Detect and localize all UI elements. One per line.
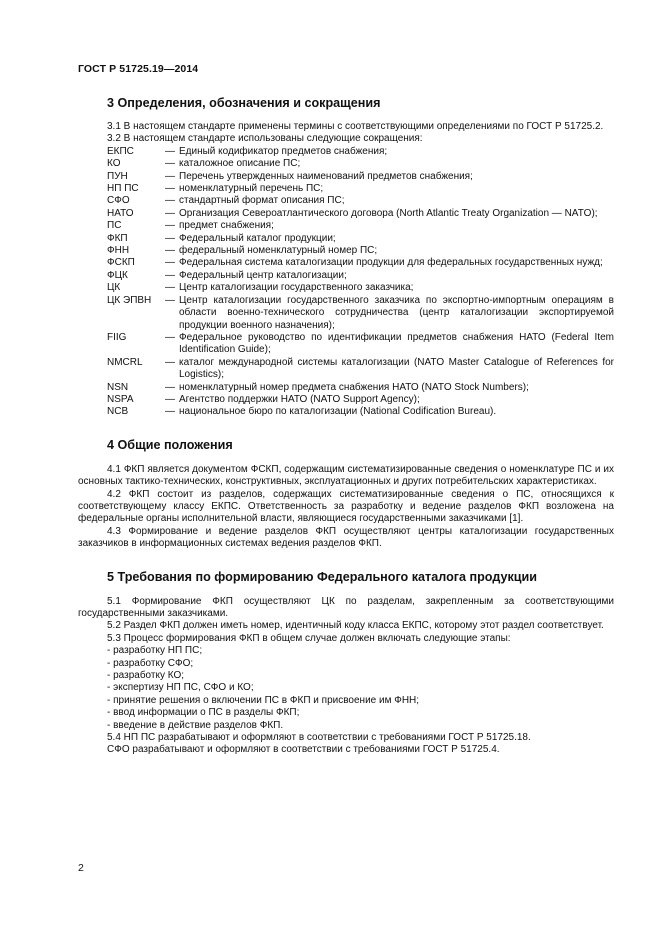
abbreviation-row <box>78 245 614 257</box>
stage-item: - разработку СФО; <box>107 657 194 669</box>
abbreviation-dash: — <box>165 393 175 405</box>
abbreviation-dash: — <box>165 294 175 306</box>
abbreviation-row <box>78 282 614 294</box>
abbreviation-row <box>78 332 614 357</box>
abbreviation-row <box>78 233 614 245</box>
clause-5-2: 5.2 Раздел ФКП должен иметь номер, идентичный коду класса ЕКПС, которому этот раздел соответствует. <box>107 620 604 632</box>
abbreviation-term: НП ПС <box>107 183 139 195</box>
abbreviation-dash: — <box>165 331 175 343</box>
abbreviation-definition: Федеральное руководство по идентификации предметов снабжения НАТО (Federal Item Identification Guide); <box>179 331 614 356</box>
page-content <box>78 95 614 757</box>
stage-list <box>78 645 614 732</box>
standard-header: ГОСТ Р 51725.19—2014 <box>78 63 199 75</box>
abbreviation-dash: — <box>165 356 175 368</box>
abbreviation-row <box>78 270 614 282</box>
abbreviation-row <box>78 146 614 158</box>
stage-item: - ввод информации о ПС в разделы ФКП; <box>107 707 300 719</box>
abbreviation-term: ЕКПС <box>107 145 134 157</box>
abbreviation-dash: — <box>165 381 175 393</box>
abbreviation-row <box>78 382 614 394</box>
abbreviation-dash: — <box>165 158 175 170</box>
abbreviation-row <box>78 183 614 195</box>
section-3-title: 3 Определения, обозначения и сокращения <box>107 96 381 110</box>
abbreviation-dash: — <box>165 269 175 281</box>
abbreviation-row <box>78 220 614 232</box>
abbreviation-dash: — <box>165 195 175 207</box>
abbreviation-row <box>78 208 614 220</box>
clause-3-1: 3.1 В настоящем стандарте применены термины с соответствующими определениями по ГОСТ Р 51725.2. <box>107 121 604 132</box>
abbreviation-row <box>78 295 614 332</box>
stage-item: - введение в действие разделов ФКП. <box>107 719 284 731</box>
abbreviation-dash: — <box>165 406 175 418</box>
stage-item: - принятие решения о включении ПС в ФКП и присвоение им ФНН; <box>107 694 420 706</box>
abbreviation-dash: — <box>165 282 175 294</box>
abbreviation-term: ФНН <box>107 245 130 257</box>
abbreviation-term: КО <box>107 158 121 170</box>
abbreviation-definition: Федеральный центр каталогизации; <box>179 269 347 281</box>
abbreviation-term: НАТО <box>107 207 134 219</box>
abbreviation-definition: каталог международной системы каталогизации (NATO Master Catalogue of References for Logistics); <box>179 356 614 381</box>
clause-5-4: 5.4 НП ПС разрабатывают и оформляют в соответствии с требованиями ГОСТ Р 51725.18. <box>107 732 531 744</box>
abbreviation-term: ФЦК <box>107 269 128 281</box>
abbreviation-term: ФСКП <box>107 257 135 269</box>
abbreviation-definition: номенклатурный номер предмета снабжения НАТО (NATO Stock Numbers); <box>179 381 529 393</box>
abbreviation-definition: предмет снабжения; <box>179 220 274 232</box>
abbreviation-definition: номенклатурный перечень ПС; <box>179 183 324 195</box>
abbreviation-definition: федеральный номенклатурный номер ПС; <box>179 245 378 257</box>
abbreviation-definition: Перечень утвержденных наименований предметов снабжения; <box>179 170 473 182</box>
abbreviation-row <box>78 171 614 183</box>
abbreviation-term: NSN <box>107 381 129 393</box>
abbreviation-definition: Федеральный каталог продукции; <box>179 232 336 244</box>
abbreviation-list <box>78 146 614 419</box>
abbreviation-dash: — <box>165 183 175 195</box>
abbreviation-dash: — <box>165 145 175 157</box>
abbreviation-dash: — <box>165 257 175 269</box>
abbreviation-row <box>78 257 614 269</box>
abbreviation-definition: каталожное описание ПС; <box>179 158 301 170</box>
abbreviation-term: ЦК ЭПВН <box>107 294 152 306</box>
clause-5-1: 5.1 Формирование ФКП осуществляют ЦК по разделам, закрепленным за соответствующими государственными заказчиками. <box>78 595 614 619</box>
abbreviation-term: ЦК <box>107 282 121 294</box>
abbreviation-row <box>78 406 614 418</box>
abbreviation-definition: Единый кодификатор предметов снабжения; <box>179 145 388 157</box>
abbreviation-definition: Центр каталогизации государственного заказчика по экспортно-импортным операциям в области военно-технического сотрудничества (центр каталогизации экспортируемой продукции военного назначения); <box>179 294 614 331</box>
abbreviation-dash: — <box>165 207 175 219</box>
abbreviation-definition: Организация Североатлантического договора (North Atlantic Treaty Organization — NATO); <box>179 207 598 219</box>
abbreviation-term: NMCRL <box>107 356 143 368</box>
abbreviation-definition: Федеральная система каталогизации продукции для федеральных государственных нужд; <box>179 257 603 269</box>
clause-4-2: 4.2 ФКП состоит из разделов, содержащих систематизированные сведения о ПС, относящихся к соответствующему классу ЕКПС. Ответственность за разработку и ведение разделов ФКП возложена на федеральные органы исполнительной власти, являющиеся государственными заказчиками [1]. <box>78 488 614 525</box>
abbreviation-dash: — <box>165 245 175 257</box>
clause-5-3: 5.3 Процесс формирования ФКП в общем случае должен включать следующие этапы: <box>107 632 511 644</box>
section-5-title: 5 Требования по формированию Федерального каталога продукции <box>107 569 538 584</box>
clause-4-1: 4.1 ФКП является документом ФСКП, содержащим систематизированные сведения о номенклатуре ПС и их основных тактико-технических, конструктивных, эксплуатационных и других потребительских характеристиках. <box>78 463 614 488</box>
abbreviation-dash: — <box>165 220 175 232</box>
abbreviation-row <box>78 195 614 207</box>
page-number: 2 <box>78 862 84 874</box>
abbreviation-row <box>78 394 614 406</box>
abbreviation-term: NCB <box>107 406 129 418</box>
abbreviation-term: NSPA <box>107 393 134 405</box>
abbreviation-term: СФО <box>107 195 130 207</box>
abbreviation-dash: — <box>165 232 175 244</box>
abbreviation-row <box>78 357 614 382</box>
abbreviation-dash: — <box>165 170 175 182</box>
clause-4-3: 4.3 Формирование и ведение разделов ФКП осуществляют центры каталогизации государственных заказчиков в информационных системах ведения разделов ФКП. <box>78 525 614 550</box>
sfo-requirement: СФО разрабатывают и оформляют в соответствии с требованиями ГОСТ Р 51725.4. <box>107 744 500 756</box>
abbreviation-definition: Агентство поддержки НАТО (NATO Support Agency); <box>179 393 420 405</box>
abbreviation-definition: Центр каталогизации государственного заказчика; <box>179 282 414 294</box>
abbreviation-term: ФКП <box>107 232 128 244</box>
abbreviation-definition: национальное бюро по каталогизации (National Codification Bureau). <box>179 406 497 418</box>
abbreviation-row <box>78 158 614 170</box>
stage-item: - разработку НП ПС; <box>107 645 203 657</box>
clause-3-2: 3.2 В настоящем стандарте использованы следующие сокращения: <box>107 133 423 145</box>
abbreviation-term: ПУН <box>107 170 128 182</box>
abbreviation-term: ПС <box>107 220 122 232</box>
stage-item: - разработку КО; <box>107 670 185 682</box>
section-4-title: 4 Общие положения <box>107 437 233 452</box>
abbreviation-definition: стандартный формат описания ПС; <box>179 195 345 207</box>
stage-item: - экспертизу НП ПС, СФО и КО; <box>107 682 254 694</box>
abbreviation-term: FIIG <box>107 331 127 343</box>
